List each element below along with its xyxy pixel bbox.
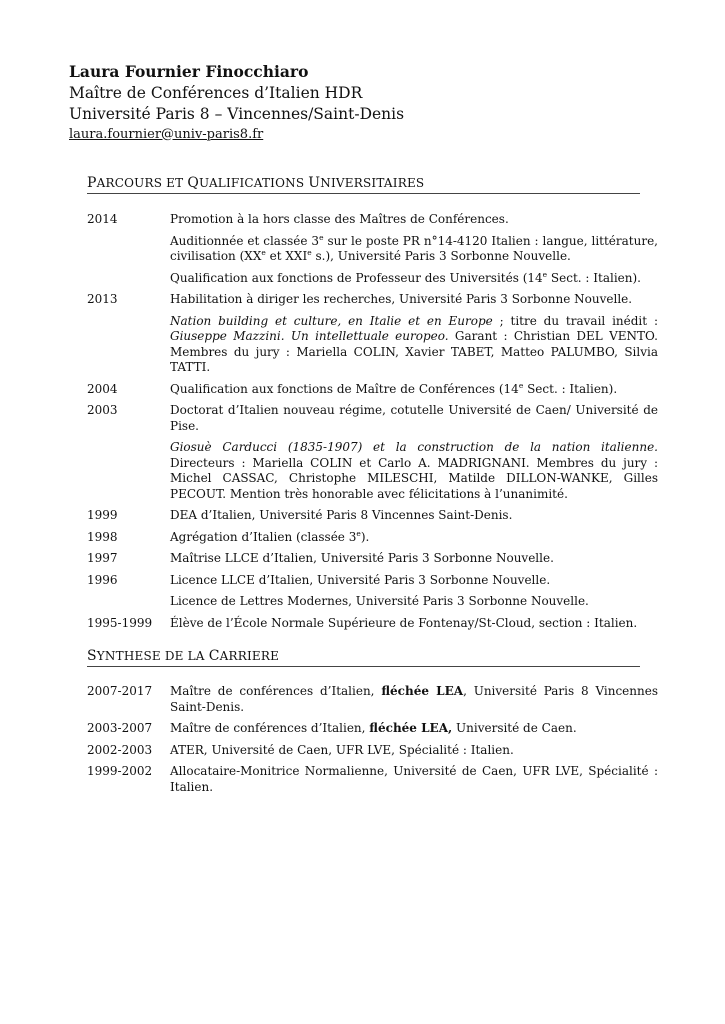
row-text bbox=[170, 314, 658, 376]
text-run: Qualification aux fonctions de Maître de Conférences (14 bbox=[170, 381, 519, 396]
text-run: et XXI bbox=[265, 249, 308, 263]
row-text bbox=[170, 382, 658, 398]
row-text: Maîtrise LLCE d’Italien, Université Paris 3 Sorbonne Nouvelle. bbox=[170, 551, 554, 565]
text-run: Sect. : Italien). bbox=[523, 381, 618, 396]
cv-header bbox=[69, 61, 669, 144]
list-item bbox=[87, 314, 658, 376]
parcours-list bbox=[87, 212, 658, 631]
row-year: 2004 bbox=[87, 381, 118, 396]
row-text: Élève de l’École Normale Supérieure de Fontenay/St-Cloud, section : Italien. bbox=[170, 615, 638, 630]
row-year: 2013 bbox=[87, 292, 118, 306]
title-initial: U bbox=[308, 175, 321, 191]
text-run-bold: fléchée LEA bbox=[381, 684, 464, 698]
row-text: Licence de Lettres Modernes, Université Paris 3 Sorbonne Nouvelle. bbox=[170, 594, 589, 608]
text-run: Qualification aux fonctions de Professeur des Universités (14 bbox=[170, 270, 543, 285]
list-item bbox=[87, 573, 658, 589]
text-run: Agrégation d’Italien (classée 3 bbox=[170, 529, 357, 544]
row-text bbox=[170, 721, 658, 737]
superscript: e bbox=[356, 528, 361, 538]
row-text bbox=[170, 234, 658, 265]
title-part: NIVERSITAIRES bbox=[320, 176, 425, 190]
list-item bbox=[87, 292, 658, 308]
list-item bbox=[87, 212, 658, 228]
row-year: 2003 bbox=[87, 403, 118, 417]
author-name: Laura Fournier Finocchiaro bbox=[69, 62, 309, 81]
row-year: 1998 bbox=[87, 529, 118, 544]
title-part: ARCOURS ET bbox=[96, 176, 188, 190]
text-run: ; titre du travail inédit : bbox=[492, 313, 658, 328]
text-run-italic: Giuseppe Mazzini. Un intellettuale europeo. bbox=[170, 329, 449, 343]
synthese-list bbox=[87, 684, 658, 795]
text-run: s.), Université Paris 3 Sorbonne Nouvelle. bbox=[311, 249, 571, 263]
title-initial: Q bbox=[187, 175, 199, 191]
row-text: Doctorat d’Italien nouveau régime, cotutelle Université de Caen/ Université de Pise. bbox=[170, 403, 658, 433]
text-run: Sect. : Italien). bbox=[547, 270, 641, 285]
text-run-bold: fléchée LEA, bbox=[369, 721, 453, 735]
superscript: e bbox=[307, 248, 312, 257]
row-year: 1999 bbox=[87, 508, 118, 522]
title-initial: P bbox=[87, 175, 97, 191]
author-email-link[interactable]: laura.fournier@univ-paris8.fr bbox=[69, 126, 264, 142]
list-item bbox=[87, 530, 658, 546]
row-year: 1999-2002 bbox=[87, 764, 153, 778]
row-text: Promotion à la hors classe des Maîtres de Conférences. bbox=[170, 212, 509, 226]
list-item bbox=[87, 382, 658, 398]
row-text: DEA d’Italien, Université Paris 8 Vincennes Saint-Denis. bbox=[170, 508, 513, 522]
row-year: 2003-2007 bbox=[87, 721, 153, 735]
section-title-synthese bbox=[87, 648, 640, 667]
list-item bbox=[87, 403, 658, 434]
row-year: 2014 bbox=[87, 212, 118, 226]
row-text: Licence LLCE d’Italien, Université Paris 3 Sorbonne Nouvelle. bbox=[170, 572, 551, 587]
list-item bbox=[87, 721, 658, 737]
list-item bbox=[87, 551, 658, 567]
text-run: Auditionnée et classée 3 bbox=[170, 233, 320, 248]
row-text bbox=[170, 684, 658, 715]
text-run-italic: Giosuè Carducci (1835-1907) et la construction de la nation italienne. bbox=[170, 440, 658, 454]
row-text bbox=[170, 271, 658, 287]
superscript: e bbox=[261, 248, 266, 257]
list-item bbox=[87, 508, 658, 524]
superscript: e bbox=[518, 380, 524, 390]
list-item bbox=[87, 234, 658, 265]
text-run: Garant : Christian DEL VENTO. Membres du jury : Mariella COLIN, Xavier TABET, Matteo PALUMBO, Silvia TATTI. bbox=[170, 329, 658, 374]
row-text: ATER, Université de Caen, UFR LVE, Spécialité : Italien. bbox=[170, 742, 514, 757]
row-text bbox=[170, 440, 658, 502]
list-item bbox=[87, 271, 658, 287]
author-title: Maître de Conférences d’Italien HDR bbox=[69, 83, 363, 102]
text-run-italic: Nation building et culture, en Italie et en Europe bbox=[170, 313, 493, 328]
row-text: Habilitation à diriger les recherches, Université Paris 3 Sorbonne Nouvelle. bbox=[170, 292, 633, 306]
row-text: Allocataire-Monitrice Normalienne, Université de Caen, UFR LVE, Spécialité : Italien. bbox=[170, 764, 658, 794]
list-item bbox=[87, 743, 658, 759]
title-part: UALIFICATIONS bbox=[199, 176, 309, 190]
text-run: Directeurs : Mariella COLIN et Carlo A. MADRIGNANI. Membres du jury : Michel CASSAC, Christophe MILESCHI, Matilde DILLON-WANKE, Gilles PECOUT. Mention très honorable avec félicitations à l’unanimité. bbox=[170, 455, 658, 501]
row-year: 2002-2003 bbox=[87, 742, 153, 757]
row-year: 1995-1999 bbox=[87, 615, 153, 630]
list-item bbox=[87, 616, 658, 632]
text-run: Université de Caen. bbox=[452, 721, 577, 735]
row-year: 1996 bbox=[87, 572, 118, 587]
row-year: 1997 bbox=[87, 551, 118, 565]
list-item bbox=[87, 684, 658, 715]
text-run: Maître de conférences d’Italien, bbox=[170, 684, 382, 698]
section-title-parcours bbox=[87, 175, 640, 194]
row-year: 2007-2017 bbox=[87, 684, 153, 698]
title-part: ARRIERE bbox=[219, 649, 280, 663]
text-run: Maître de conférences d’Italien, bbox=[170, 721, 370, 735]
title-part: YNTHESE DE LA bbox=[96, 649, 209, 663]
row-text bbox=[170, 530, 658, 546]
text-run: sur le poste PR n°14-4120 Italien : langue, littérature, civilisation (XX bbox=[170, 233, 658, 263]
title-initial: C bbox=[208, 648, 220, 664]
title-initial: S bbox=[87, 648, 97, 664]
list-item bbox=[87, 594, 658, 610]
list-item bbox=[87, 764, 658, 795]
list-item bbox=[87, 440, 658, 502]
superscript: e bbox=[542, 269, 548, 279]
text-run: , Université Paris 8 Vincennes Saint-Denis. bbox=[170, 684, 659, 714]
text-run: ). bbox=[360, 529, 370, 544]
superscript: e bbox=[319, 232, 324, 242]
author-university: Université Paris 8 – Vincennes/Saint-Denis bbox=[69, 105, 405, 123]
